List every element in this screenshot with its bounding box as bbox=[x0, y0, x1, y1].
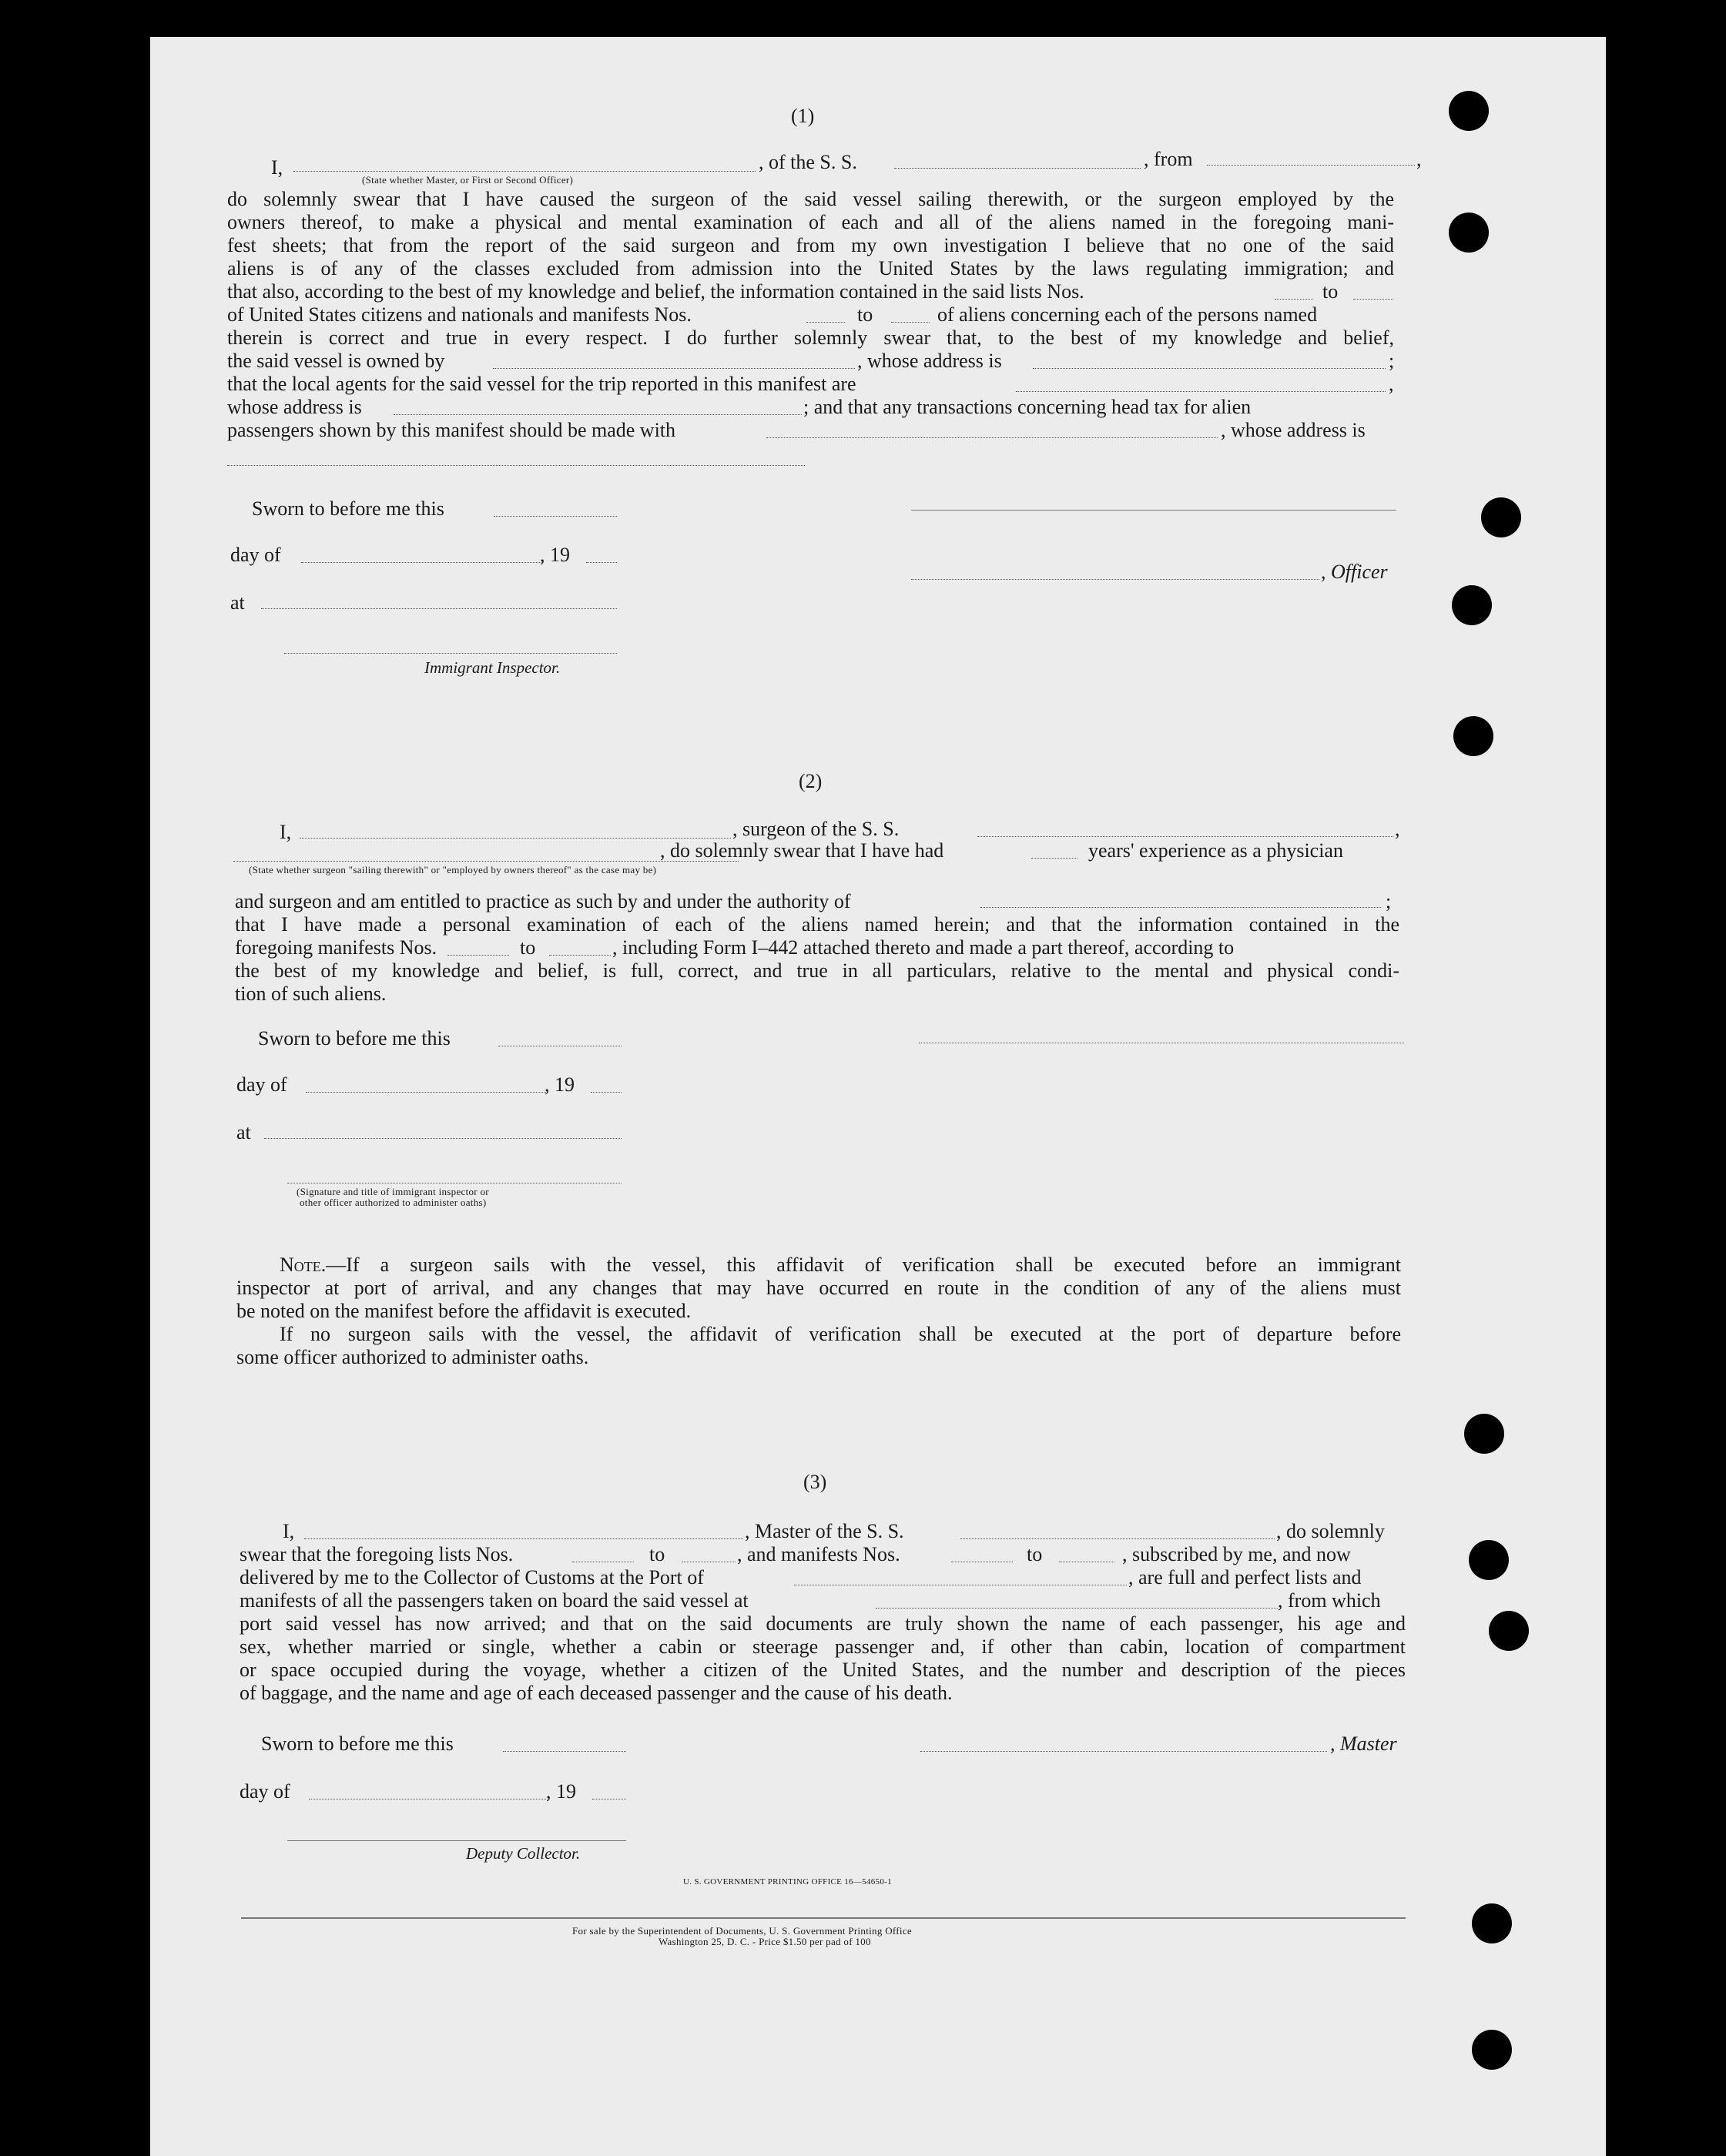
text: , are full and perfect lists and bbox=[1128, 1566, 1362, 1589]
owner-field[interactable] bbox=[493, 368, 855, 369]
text: to bbox=[857, 303, 873, 326]
sworn-date-field[interactable] bbox=[503, 1751, 626, 1752]
text: , do solemnly swear that I have had bbox=[660, 839, 944, 862]
note-line: If no surgeon sails with the vessel, the affidavit of verification shall be executed at the port of departure before bbox=[280, 1323, 1401, 1345]
lists-to-field[interactable] bbox=[1353, 299, 1393, 300]
head-tax-contact-field[interactable] bbox=[766, 437, 1218, 438]
text: years' experience as a physician bbox=[1088, 839, 1343, 862]
paragraph-line: the best of my knowledge and belief, is full, correct, and true in all particulars, relative to the mental and physical condi- bbox=[235, 959, 1399, 982]
inspector-signature-field[interactable] bbox=[284, 653, 617, 654]
officer-rank-field[interactable] bbox=[293, 171, 756, 172]
month-field[interactable] bbox=[306, 1092, 546, 1093]
text: Sworn to before me this bbox=[252, 497, 444, 520]
text: , do solemnly bbox=[1276, 1520, 1385, 1542]
manifests-from-field[interactable] bbox=[447, 955, 509, 956]
text: , whose address is bbox=[857, 350, 1002, 372]
field-caption: (Signature and title of immigrant inspector or bbox=[297, 1186, 489, 1197]
from-port-field[interactable] bbox=[1207, 165, 1415, 166]
note-label: Note. bbox=[280, 1254, 327, 1276]
master-name-field[interactable] bbox=[304, 1538, 743, 1539]
footer-rule bbox=[241, 1917, 1406, 1919]
vessel-name-field[interactable] bbox=[960, 1538, 1275, 1539]
year-field[interactable] bbox=[586, 562, 617, 563]
paragraph-line: aliens is of any of the classes excluded from admission into the United States by the laws regulating immigration; and bbox=[227, 257, 1394, 280]
punch-hole bbox=[1472, 1903, 1512, 1943]
local-agents-field[interactable] bbox=[1016, 391, 1386, 392]
text: that also, according to the best of my knowledge and belief, the information contained in the said lists Nos. bbox=[227, 280, 1084, 303]
officer-signature-field[interactable] bbox=[911, 579, 1319, 580]
text: , surgeon of the S. S. bbox=[732, 818, 900, 840]
punch-hole bbox=[1449, 91, 1489, 131]
authority-field[interactable] bbox=[980, 907, 1381, 908]
text: I, bbox=[283, 1520, 295, 1542]
surgeon-name-field[interactable] bbox=[300, 838, 731, 839]
punch-hole bbox=[1453, 716, 1493, 756]
punch-hole bbox=[1472, 2030, 1512, 2070]
text: day of bbox=[236, 1073, 287, 1096]
agents-address-field[interactable] bbox=[394, 414, 802, 415]
punch-hole bbox=[1464, 1414, 1504, 1454]
head-tax-address-field[interactable] bbox=[227, 465, 805, 466]
text: to bbox=[520, 936, 536, 959]
text: ; bbox=[1386, 890, 1392, 912]
sworn-date-field[interactable] bbox=[494, 516, 617, 517]
text: , subscribed by me, and now bbox=[1122, 1543, 1351, 1565]
vessel-name-field[interactable] bbox=[977, 836, 1393, 837]
text: manifests of all the passengers taken on board the said vessel at bbox=[240, 1589, 749, 1612]
form-page bbox=[150, 37, 1606, 2156]
field-caption: (State whether Master, or First or Second Officer) bbox=[362, 174, 574, 186]
departure-port-field[interactable] bbox=[876, 1608, 1278, 1609]
owner-address-field[interactable] bbox=[1033, 368, 1386, 369]
inspector-label: Immigrant Inspector. bbox=[424, 658, 561, 677]
vessel-name-field[interactable] bbox=[894, 168, 1141, 169]
note-text: —If a surgeon sails with the vessel, this affidavit of verification shall be executed before an immigrant bbox=[326, 1254, 1401, 1276]
field-caption: (State whether surgeon "sailing therewith" or "employed by owners thereof" as the case may be) bbox=[249, 864, 657, 875]
text: at bbox=[236, 1121, 251, 1143]
text: tion of such aliens. bbox=[235, 983, 387, 1005]
text: delivered by me to the Collector of Customs at the Port of bbox=[240, 1566, 704, 1589]
officer-label: , Officer bbox=[1321, 561, 1388, 583]
note-line: inspector at port of arrival, and any changes that may have occurred en route in the condition of any of the aliens must bbox=[236, 1277, 1401, 1299]
text: I, bbox=[280, 821, 292, 843]
paragraph-line: fest sheets; that from the report of the said surgeon and from my own investigation I believe that no one of the said bbox=[227, 234, 1394, 256]
lists-from-field[interactable] bbox=[1275, 299, 1313, 300]
text: day of bbox=[240, 1780, 290, 1803]
text: Sworn to before me this bbox=[258, 1027, 451, 1050]
paragraph-line: of baggage, and the name and age of each deceased passenger and the cause of his death. bbox=[240, 1682, 953, 1704]
text: at bbox=[230, 591, 245, 614]
section-number: (3) bbox=[803, 1471, 827, 1493]
text: to bbox=[649, 1543, 665, 1565]
text: , whose address is bbox=[1221, 419, 1366, 441]
text: , and manifests Nos. bbox=[737, 1543, 900, 1565]
deputy-signature-line[interactable] bbox=[287, 1840, 626, 1841]
punch-hole bbox=[1452, 585, 1492, 625]
paragraph-line: owners thereof, to make a physical and mental examination of each and all of the aliens named in the foregoing mani- bbox=[227, 211, 1394, 233]
text: to bbox=[1322, 280, 1339, 303]
note-line: some officer authorized to administer oaths. bbox=[236, 1346, 589, 1368]
printing-office-imprint: U. S. GOVERNMENT PRINTING OFFICE 16—54650-1 bbox=[683, 1877, 892, 1886]
place-field[interactable] bbox=[261, 608, 617, 609]
section-number: (1) bbox=[791, 105, 815, 127]
text: ; bbox=[1389, 350, 1395, 372]
paragraph-line: or space occupied during the voyage, whether a citizen of the United States, and the number and description of the pieces bbox=[240, 1659, 1406, 1681]
master-label: , Master bbox=[1330, 1732, 1397, 1755]
paragraph-line: port said vessel has now arrived; and that on the said documents are truly shown the name of each passenger, his age and bbox=[240, 1612, 1406, 1635]
text: Sworn to before me this bbox=[261, 1732, 454, 1755]
text: that the local agents for the said vessel for the trip reported in this manifest are bbox=[227, 373, 856, 395]
text: , 19 bbox=[545, 1073, 575, 1096]
text: the said vessel is owned by bbox=[227, 350, 445, 372]
field-caption: other officer authorized to administer oaths) bbox=[300, 1197, 487, 1208]
text: , from which bbox=[1278, 1589, 1381, 1612]
text: , bbox=[1389, 373, 1394, 395]
punch-hole bbox=[1449, 213, 1489, 253]
text: , Master of the S. S. bbox=[745, 1520, 904, 1542]
sale-notice: For sale by the Superintendent of Documents, U. S. Government Printing Office bbox=[572, 1925, 912, 1937]
text: foregoing manifests Nos. bbox=[235, 936, 437, 959]
punch-hole bbox=[1469, 1540, 1509, 1580]
signature-line[interactable] bbox=[911, 510, 1396, 511]
text: to bbox=[1027, 1543, 1043, 1565]
text: passengers shown by this manifest should be made with bbox=[227, 419, 676, 441]
text: ; and that any transactions concerning head tax for alien bbox=[803, 396, 1252, 418]
paragraph-line: sex, whether married or single, whether a cabin or steerage passenger and, if other than cabin, location of compartment bbox=[240, 1635, 1406, 1658]
text: , bbox=[1416, 148, 1422, 170]
note-line bbox=[280, 1254, 1401, 1277]
text: , of the S. S. bbox=[759, 151, 857, 173]
text: , including Form I–442 attached thereto and made a part thereof, according to bbox=[612, 936, 1235, 959]
punch-hole bbox=[1489, 1611, 1529, 1651]
place-field[interactable] bbox=[264, 1138, 622, 1139]
section-number: (2) bbox=[799, 770, 823, 792]
text: day of bbox=[230, 544, 281, 566]
paragraph-line: that I have made a personal examination of each of the aliens named herein; and that the information contained in the bbox=[235, 913, 1399, 936]
manifests-to-field[interactable] bbox=[549, 955, 611, 956]
punch-hole bbox=[1481, 497, 1521, 537]
note-line: be noted on the manifest before the affidavit is executed. bbox=[236, 1300, 692, 1322]
month-field[interactable] bbox=[301, 562, 541, 563]
text: , from bbox=[1144, 148, 1193, 170]
master-signature-field[interactable] bbox=[920, 1751, 1327, 1752]
text: swear that the foregoing lists Nos. bbox=[240, 1543, 514, 1565]
year-field[interactable] bbox=[591, 1092, 622, 1093]
deputy-label: Deputy Collector. bbox=[466, 1844, 581, 1863]
text: of United States citizens and nationals and manifests Nos. bbox=[227, 303, 692, 326]
text: , 19 bbox=[540, 544, 570, 566]
text: of aliens concerning each of the persons named bbox=[937, 303, 1318, 326]
paragraph-line: do solemnly swear that I have caused the surgeon of the said vessel sailing therewith, or the surgeon employed by the bbox=[227, 188, 1394, 210]
paragraph-line: therein is correct and true in every respect. I do further solemnly swear that, to the best of my knowledge and belief, bbox=[227, 326, 1394, 349]
years-experience-field[interactable] bbox=[1031, 858, 1077, 859]
sale-notice: Washington 25, D. C. - Price $1.50 per pad of 100 bbox=[659, 1936, 871, 1947]
text: and surgeon and am entitled to practice as such by and under the authority of bbox=[235, 890, 851, 912]
text: , bbox=[1395, 818, 1400, 840]
text: whose address is bbox=[227, 396, 362, 418]
manifests-from-field[interactable] bbox=[806, 322, 845, 323]
text: I, bbox=[271, 156, 283, 179]
text: , 19 bbox=[546, 1780, 576, 1803]
manifests-to-field[interactable] bbox=[891, 322, 930, 323]
